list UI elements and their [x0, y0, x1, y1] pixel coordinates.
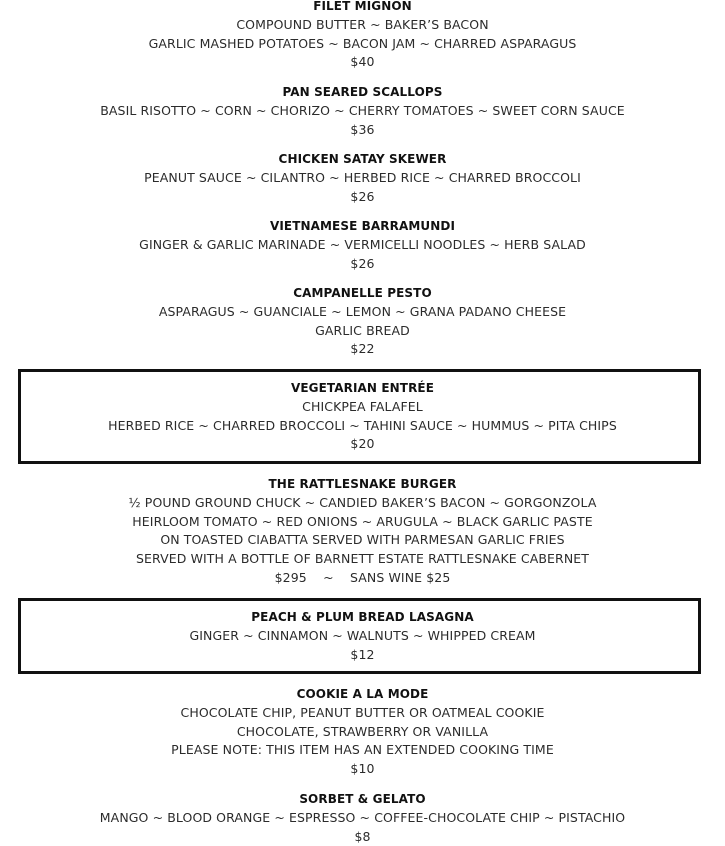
menu-item-description: HEIRLOOM TOMATO ~ RED ONIONS ~ ARUGULA ~ BLACK GARLIC PASTE	[132, 513, 593, 529]
menu-item-price: $295 ~ SANS WINE $25	[274, 569, 451, 585]
menu-item-price: $12	[350, 646, 375, 662]
menu-item-description: ½ POUND GROUND CHUCK ~ CANDIED BAKER’S BACON ~ GORGONZOLA	[128, 494, 597, 510]
menu-item-description: PEANUT SAUCE ~ CILANTRO ~ HERBED RICE ~ CHARRED BROCCOLI	[144, 169, 581, 185]
menu-item-price: $40	[350, 54, 375, 70]
menu-item-description: ASPARAGUS ~ GUANCIALE ~ LEMON ~ GRANA PADANO CHEESE	[158, 303, 567, 319]
menu-item-name: SORBET & GELATO	[299, 792, 426, 806]
menu-item-name: CAMPANELLE PESTO	[293, 286, 432, 300]
menu-item-description: ON TOASTED CIABATTA SERVED WITH PARMESAN GARLIC FRIES	[160, 532, 565, 548]
menu-item-name: THE RATTLESNAKE BURGER	[268, 477, 457, 491]
menu-item-description: COMPOUND BUTTER ~ BAKER’S BACON	[236, 16, 489, 32]
menu-item-price: $26	[350, 255, 375, 271]
menu-item-cookie-a-la-mode	[0, 685, 725, 779]
menu-item-price: $36	[350, 121, 375, 137]
menu-item-name: PEACH & PLUM BREAD LASAGNA	[251, 610, 474, 624]
menu-item-price: $22	[350, 341, 375, 357]
menu-item-description: SERVED WITH A BOTTLE OF BARNETT ESTATE RATTLESNAKE CABERNET	[135, 551, 589, 567]
menu-item-sorbet-gelato	[0, 790, 725, 846]
menu-item-description: GARLIC MASHED POTATOES ~ BACON JAM ~ CHARRED ASPARAGUS	[148, 35, 577, 51]
menu-item-price: $20	[350, 436, 375, 452]
menu-item-description: CHICKPEA FALAFEL	[302, 398, 423, 414]
menu-item-name: FILET MIGNON	[313, 0, 412, 13]
menu-item-description: HERBED RICE ~ CHARRED BROCCOLI ~ TAHINI SAUCE ~ HUMMUS ~ PITA CHIPS	[108, 417, 617, 433]
menu-item-campanelle-pesto	[0, 284, 725, 359]
menu-item-pan-seared-scallops	[0, 83, 725, 139]
menu-item-description: MANGO ~ BLOOD ORANGE ~ ESPRESSO ~ COFFEE-CHOCOLATE CHIP ~ PISTACHIO	[99, 809, 626, 825]
menu-item-the-rattlesnake-burger	[0, 475, 725, 588]
menu-item-description: PLEASE NOTE: THIS ITEM HAS AN EXTENDED COOKING TIME	[171, 742, 554, 758]
menu-item-description: GINGER & GARLIC MARINADE ~ VERMICELLI NOODLES ~ HERB SALAD	[139, 236, 586, 252]
menu-item-vietnamese-barramundi	[0, 217, 725, 273]
menu-item-description: GARLIC BREAD	[315, 322, 410, 338]
menu-item-vegetarian-entr-e	[0, 379, 725, 454]
menu-item-name: PAN SEARED SCALLOPS	[282, 85, 443, 99]
menu-item-price: $26	[350, 188, 375, 204]
menu-item-name: COOKIE A LA MODE	[296, 687, 429, 701]
menu-item-peach-plum-bread-lasagna	[0, 608, 725, 664]
menu-item-price: $8	[354, 828, 371, 844]
menu-item-name: CHICKEN SATAY SKEWER	[278, 152, 447, 166]
menu-item-filet-mignon	[0, 0, 725, 72]
menu-item-price: $10	[350, 761, 375, 777]
menu-item-description: GINGER ~ CINNAMON ~ WALNUTS ~ WHIPPED CREAM	[189, 627, 536, 643]
menu-item-name: VEGETARIAN ENTRÉE	[290, 381, 435, 395]
menu-item-description: CHOCOLATE, STRAWBERRY OR VANILLA	[236, 723, 489, 739]
menu-item-name: VIETNAMESE BARRAMUNDI	[269, 219, 456, 233]
menu-item-description: CHOCOLATE CHIP, PEANUT BUTTER OR OATMEAL COOKIE	[180, 704, 545, 720]
menu-item-chicken-satay-skewer	[0, 150, 725, 206]
menu-item-description: BASIL RISOTTO ~ CORN ~ CHORIZO ~ CHERRY TOMATOES ~ SWEET CORN SAUCE	[100, 102, 625, 118]
